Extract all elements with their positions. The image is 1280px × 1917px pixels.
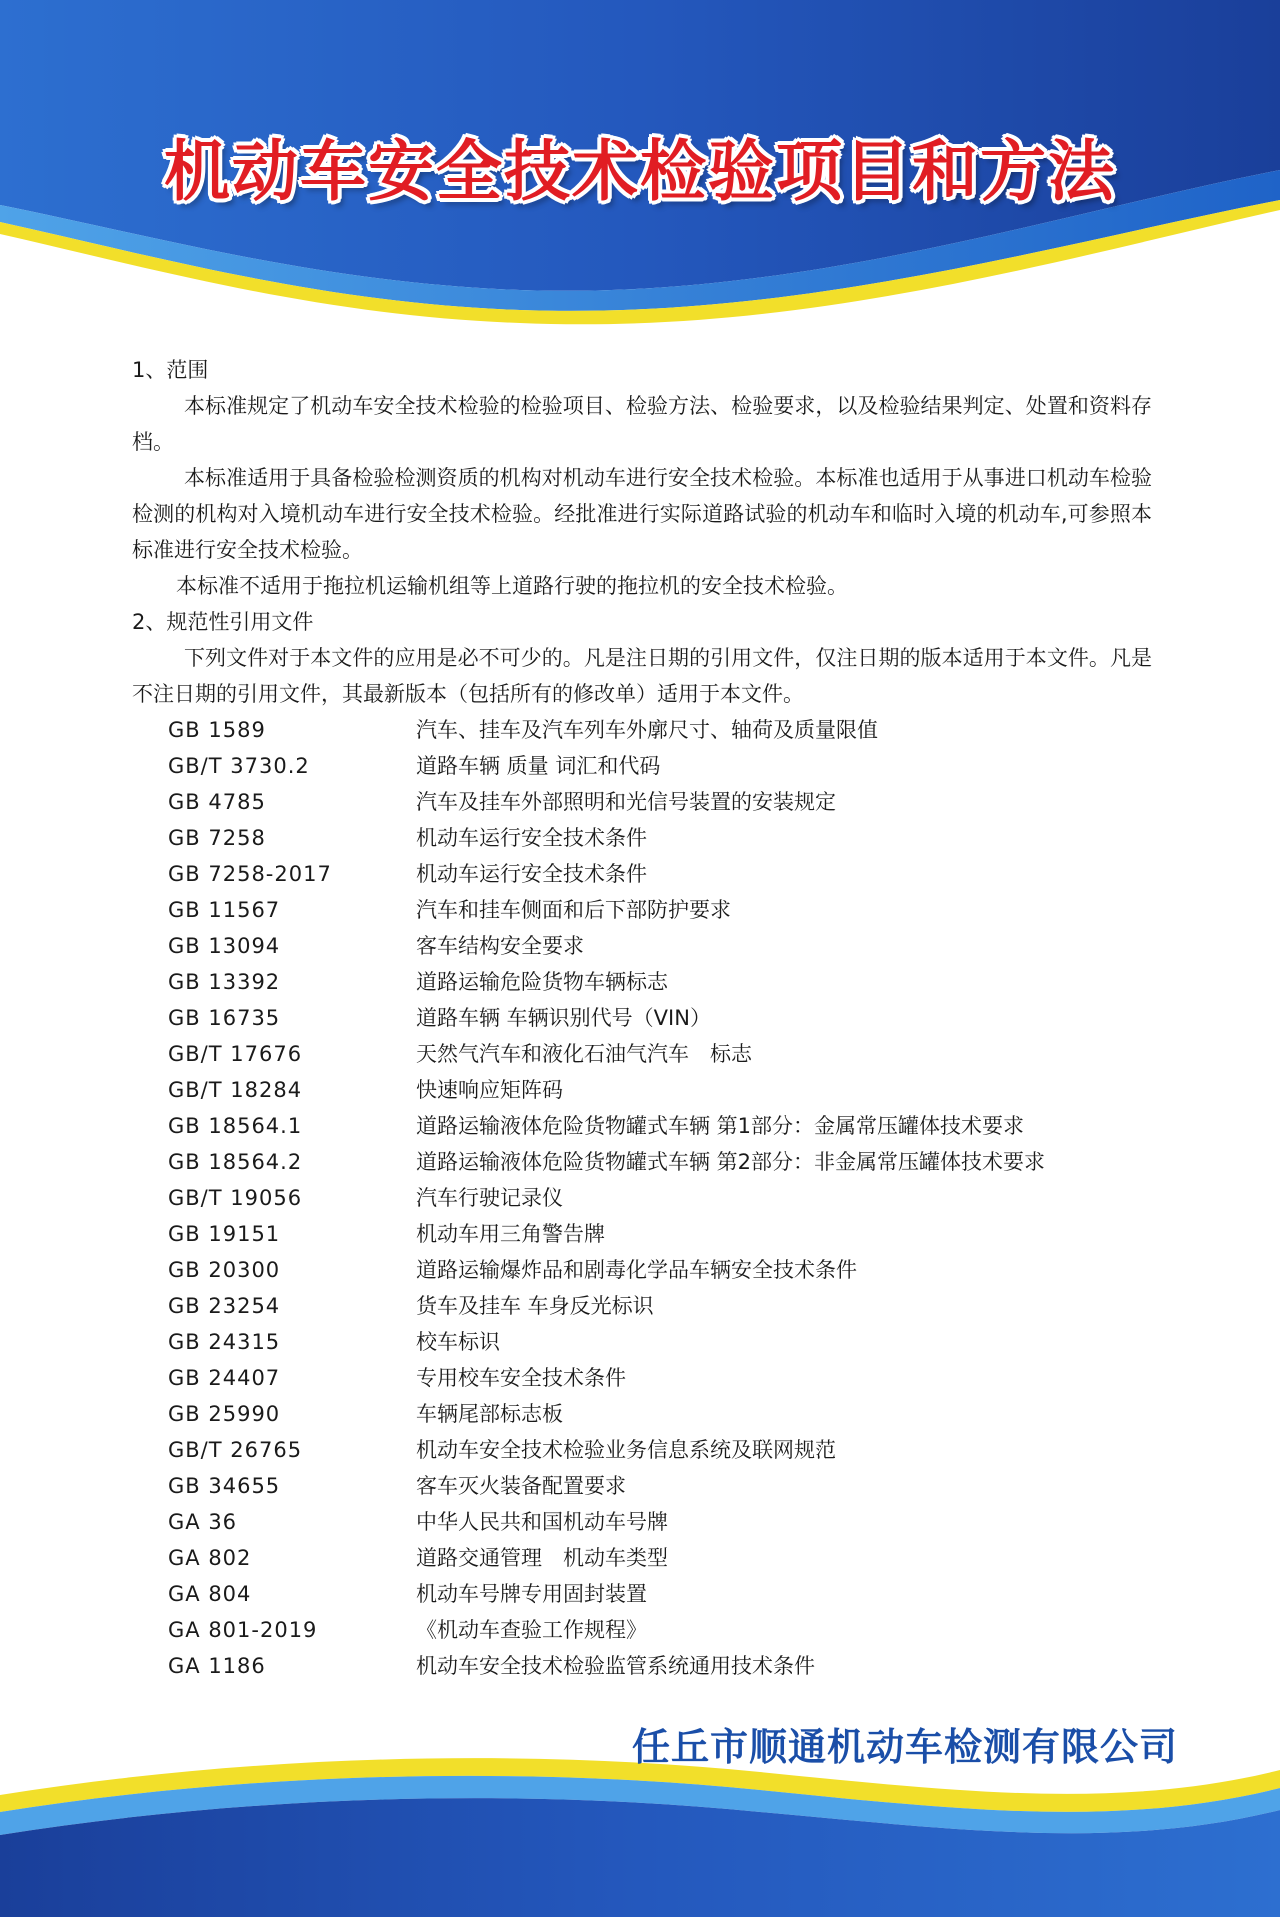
standard-row (132, 964, 1152, 1000)
standard-name: 汽车和挂车侧面和后下部防护要求 (416, 898, 731, 922)
page-title: 机动车安全技术检验项目和方法 (164, 133, 1116, 210)
standard-row (132, 1180, 1152, 1216)
standard-code: GB/T 18284 (168, 1078, 303, 1102)
standard-code: GA 36 (168, 1510, 238, 1534)
standard-name: 车辆尾部标志板 (416, 1402, 563, 1426)
standard-code: GA 804 (168, 1582, 252, 1606)
standard-name: 快速响应矩阵码 (416, 1078, 563, 1102)
company-name: 任丘市顺通机动车检测有限公司 (631, 1725, 1178, 1769)
standard-code: GB 24407 (168, 1366, 281, 1390)
standard-name: 中华人民共和国机动车号牌 (416, 1510, 668, 1534)
standard-name: 道路运输危险货物车辆标志 (416, 970, 668, 994)
standard-name: 道路运输液体危险货物罐式车辆 第2部分：非金属常压罐体技术要求 (416, 1150, 1046, 1174)
standard-code: GB 18564.1 (168, 1114, 303, 1138)
scope-paragraph-3: 本标准不适用于拖拉机运输机组等上道路行驶的拖拉机的安全技术检验。 (176, 574, 848, 598)
standard-name: 机动车号牌专用固封装置 (416, 1582, 647, 1606)
standard-name: 客车灭火装备配置要求 (416, 1474, 626, 1498)
standard-code: GB/T 17676 (168, 1042, 303, 1066)
standard-row (132, 1360, 1152, 1396)
standard-row (132, 1576, 1152, 1612)
standard-code: GB/T 19056 (168, 1186, 303, 1210)
standard-name: 汽车行驶记录仪 (416, 1186, 563, 1210)
standard-code: GB 13392 (168, 970, 281, 994)
standard-name: 专用校车安全技术条件 (416, 1366, 626, 1390)
standard-name: 道路车辆 质量 词汇和代码 (416, 754, 661, 778)
standard-code: GB/T 3730.2 (168, 754, 310, 778)
standard-code: GB 4785 (168, 790, 266, 814)
standard-name: 机动车运行安全技术条件 (416, 826, 647, 850)
standard-code: GB 11567 (168, 898, 281, 922)
standard-code: GB 1589 (168, 718, 266, 742)
standard-code: GA 801-2019 (168, 1618, 318, 1642)
standard-row (132, 1216, 1152, 1252)
standard-row (132, 1000, 1152, 1036)
standard-code: GB 13094 (168, 934, 281, 958)
standard-name: 道路交通管理 机动车类型 (416, 1546, 668, 1570)
standard-row (132, 892, 1152, 928)
standard-name: 校车标识 (416, 1330, 500, 1354)
standard-row (132, 928, 1152, 964)
standard-row (132, 820, 1152, 856)
references-paragraph: 下列文件对于本文件的应用是必不可少的。凡是注日期的引用文件，仅注日期的版本适用于本文件。凡是不注日期的引用文件，其最新版本（包括所有的修改单）适用于本文件。 (132, 646, 1152, 706)
standard-code: GB/T 26765 (168, 1438, 303, 1462)
standard-code: GA 802 (168, 1546, 252, 1570)
standard-row (132, 1504, 1152, 1540)
standard-name: 道路运输爆炸品和剧毒化学品车辆安全技术条件 (416, 1258, 857, 1282)
standards-list (132, 712, 1152, 1684)
standard-name: 《机动车查验工作规程》 (416, 1618, 647, 1642)
standard-row (132, 1144, 1152, 1180)
standard-name: 机动车安全技术检验业务信息系统及联网规范 (416, 1438, 836, 1462)
standard-code: GB 19151 (168, 1222, 281, 1246)
standard-name: 道路车辆 车辆识别代号（VIN） (416, 1006, 711, 1030)
standard-row (132, 1072, 1152, 1108)
scope-paragraph-1: 本标准规定了机动车安全技术检验的检验项目、检验方法、检验要求，以及检验结果判定、处置和资料存档。 (132, 394, 1152, 454)
standard-row (132, 1108, 1152, 1144)
section-heading-references: 2、规范性引用文件 (132, 610, 314, 634)
standard-code: GB 34655 (168, 1474, 281, 1498)
standard-row (132, 1036, 1152, 1072)
standard-row (132, 712, 1152, 748)
standard-row (132, 1396, 1152, 1432)
standard-code: GB 18564.2 (168, 1150, 303, 1174)
document-body (132, 352, 1152, 1684)
standard-name: 货车及挂车 车身反光标识 (416, 1294, 654, 1318)
standard-row (132, 856, 1152, 892)
standard-code: GA 1186 (168, 1654, 266, 1678)
standard-name: 道路运输液体危险货物罐式车辆 第1部分：金属常压罐体技术要求 (416, 1114, 1025, 1138)
standard-row (132, 1288, 1152, 1324)
standard-row (132, 1252, 1152, 1288)
standard-code: GB 20300 (168, 1258, 281, 1282)
standard-code: GB 7258-2017 (168, 862, 332, 886)
section-heading-scope: 1、范围 (132, 358, 209, 382)
standard-name: 汽车及挂车外部照明和光信号装置的安装规定 (416, 790, 836, 814)
standard-row (132, 1540, 1152, 1576)
standard-row (132, 1648, 1152, 1684)
standard-code: GB 24315 (168, 1330, 281, 1354)
standard-name: 客车结构安全要求 (416, 934, 584, 958)
standard-name: 机动车用三角警告牌 (416, 1222, 605, 1246)
standard-code: GB 16735 (168, 1006, 281, 1030)
standard-row (132, 1468, 1152, 1504)
standard-name: 机动车安全技术检验监管系统通用技术条件 (416, 1654, 815, 1678)
standard-row (132, 748, 1152, 784)
standard-name: 机动车运行安全技术条件 (416, 862, 647, 886)
standard-code: GB 23254 (168, 1294, 281, 1318)
scope-paragraph-2: 本标准适用于具备检验检测资质的机构对机动车进行安全技术检验。本标准也适用于从事进口机动车检验检测的机构对入境机动车进行安全技术检验。经批准进行实际道路试验的机动车和临时入境的机动车,可参照本标准进行安全技术检验。 (132, 466, 1152, 562)
standard-code: GB 7258 (168, 826, 266, 850)
standard-row (132, 784, 1152, 820)
standard-name: 天然气汽车和液化石油气汽车 标志 (416, 1042, 752, 1066)
standard-row (132, 1432, 1152, 1468)
standard-row (132, 1612, 1152, 1648)
standard-code: GB 25990 (168, 1402, 281, 1426)
standard-name: 汽车、挂车及汽车列车外廓尺寸、轴荷及质量限值 (416, 718, 878, 742)
standard-row (132, 1324, 1152, 1360)
